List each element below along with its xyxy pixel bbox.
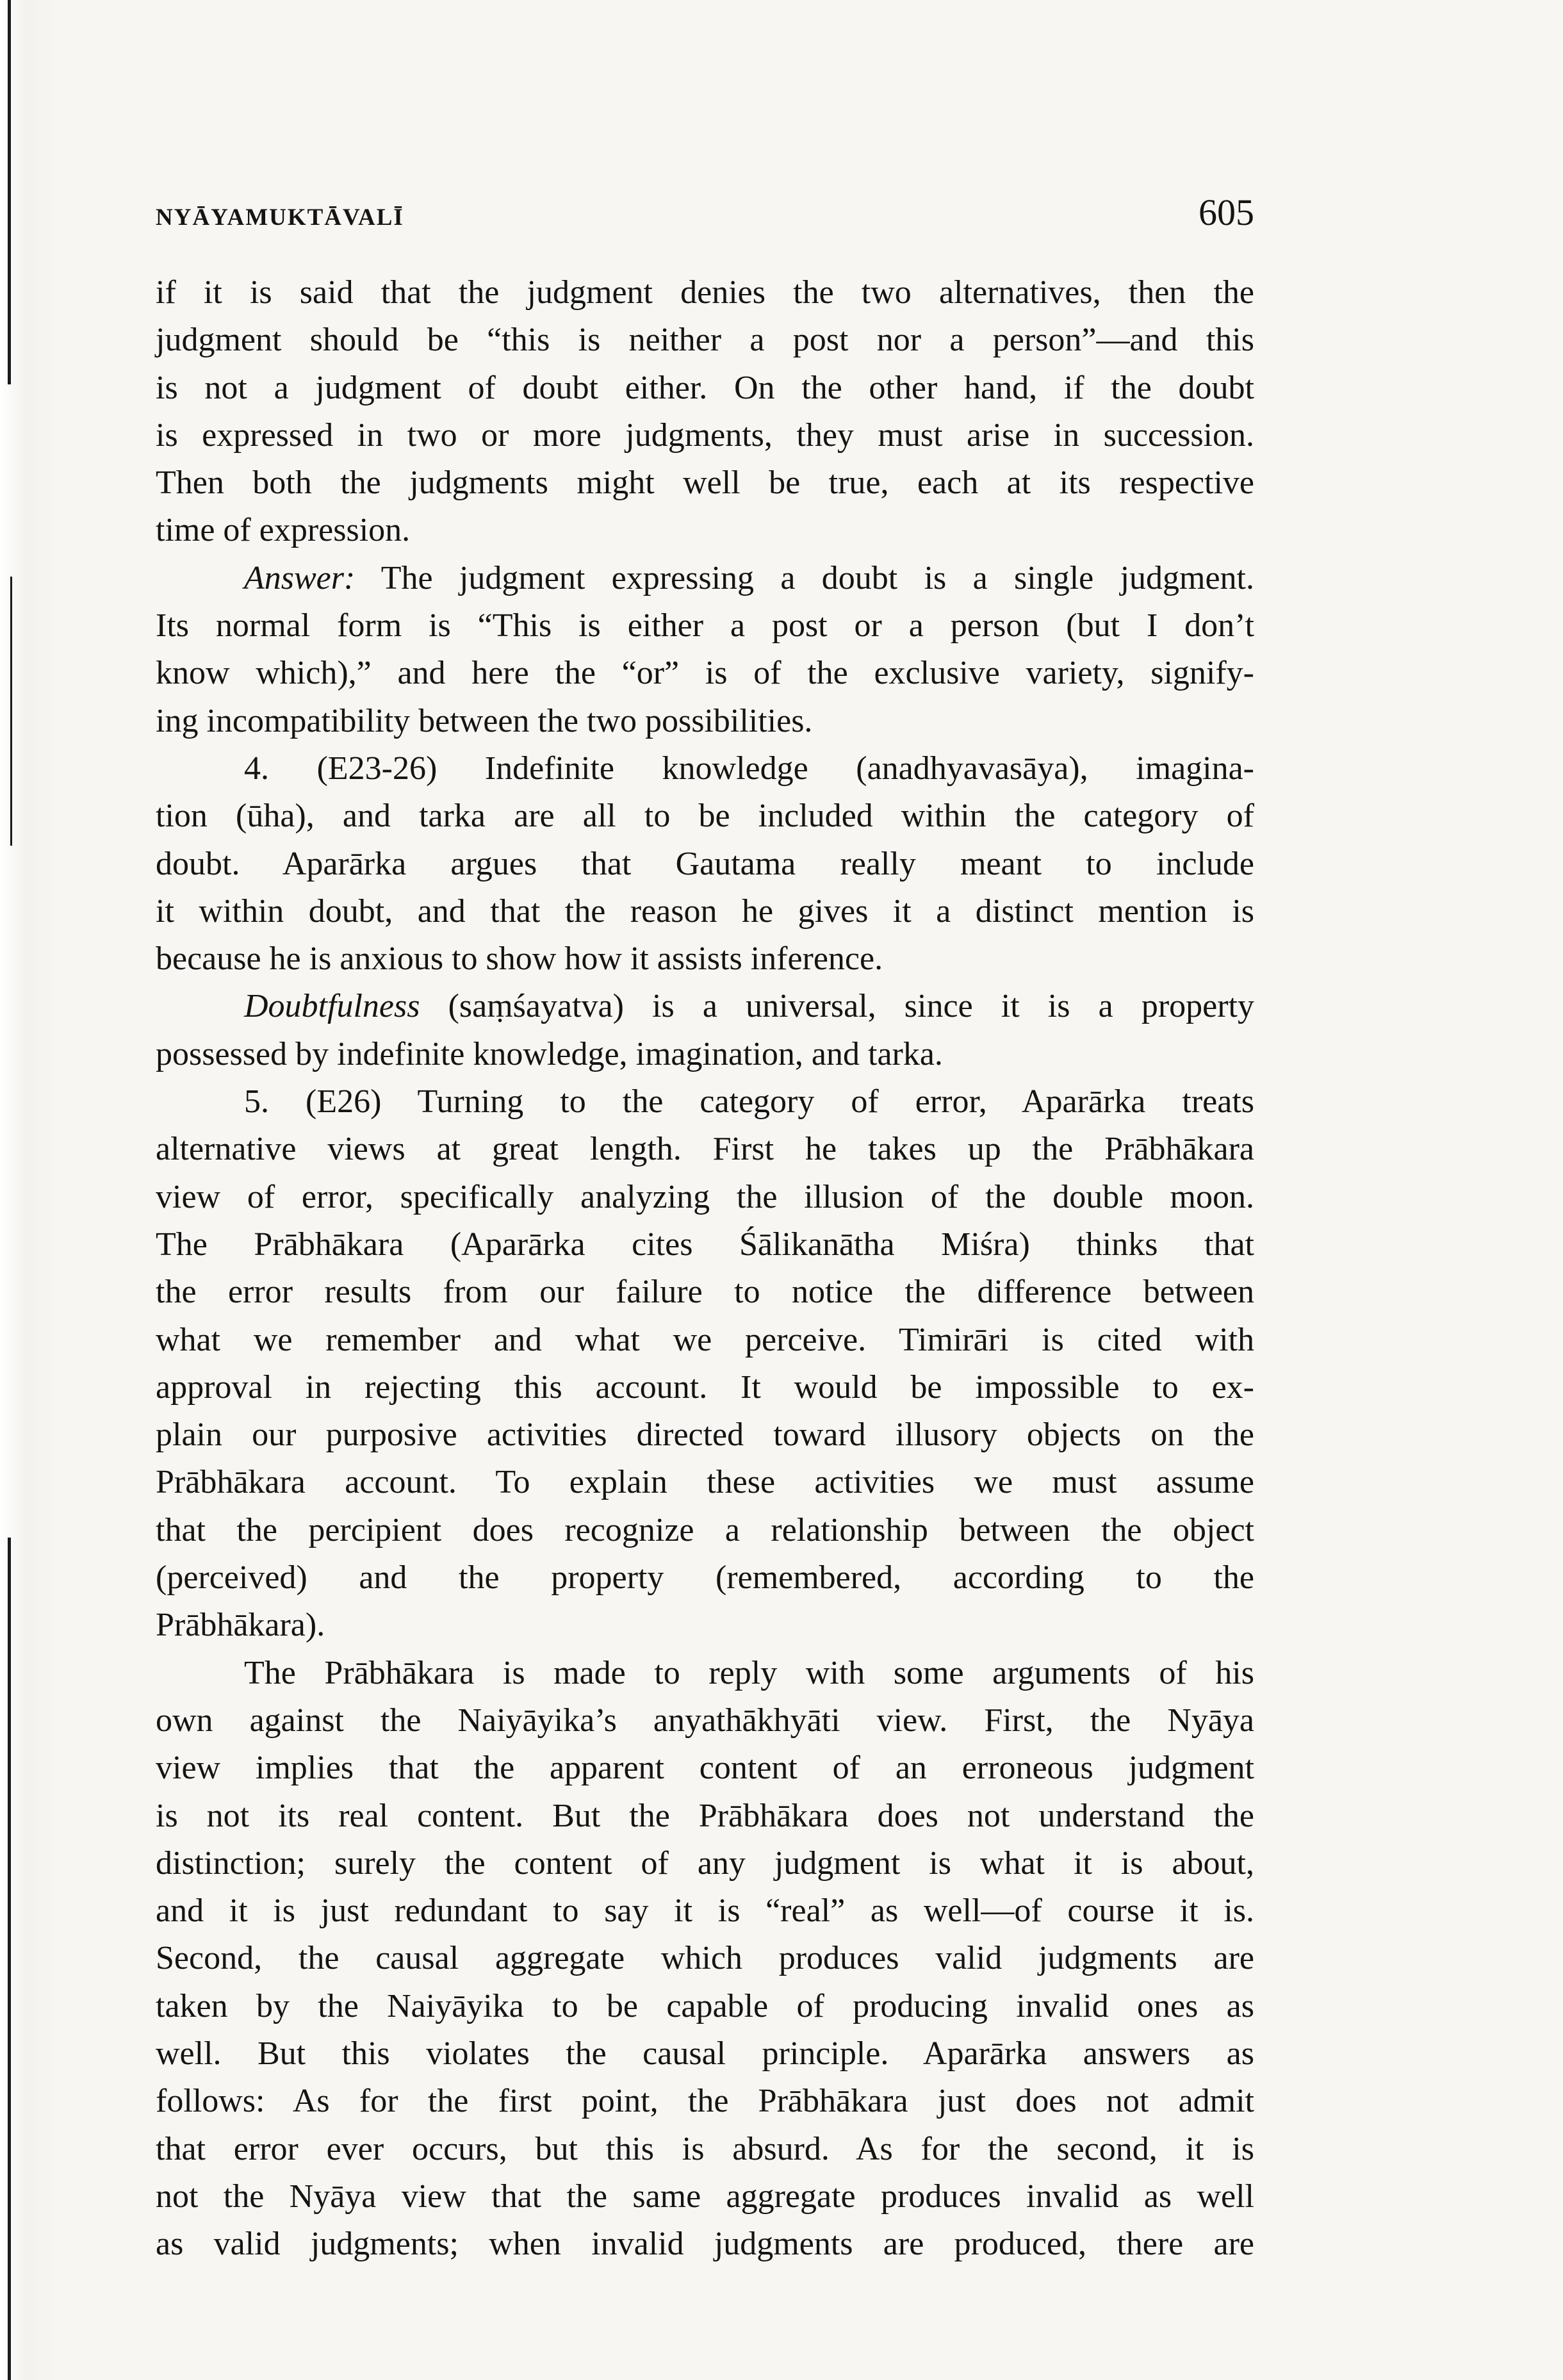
text-line: [156, 1602, 1254, 1649]
line-text: doubt. Aparārka argues that Gautama really meant to include: [156, 845, 1254, 882]
line-text: Prābhākara).: [156, 1607, 325, 1644]
text-line: [156, 1744, 1254, 1792]
line-text: that the percipient does recognize a relationship between the object: [156, 1511, 1254, 1548]
line-text: what we remember and what we perceive. Timirāri is cited with: [156, 1321, 1254, 1358]
line-text: distinction; surely the content of any judgment is what it is about,: [156, 1844, 1254, 1882]
line-text: 4. (E23-26) Indefinite knowledge (anadhyavasāya), imagina-: [244, 750, 1254, 787]
text-line: [156, 507, 1254, 554]
text-line: [156, 412, 1254, 459]
page-binding-edge: [0, 0, 58, 2380]
line-text: 5. (E26) Turning to the category of error, Aparārka treats: [244, 1083, 1254, 1120]
text-line: [156, 1221, 1254, 1268]
text-line: [156, 1507, 1254, 1554]
text-line: [156, 459, 1254, 507]
line-text: judgment should be “this is neither a post nor a person”—and this: [156, 322, 1254, 359]
text-line: [156, 1650, 1254, 1697]
line-text: and it is just redundant to say it is “real” as well—of course it is.: [156, 1892, 1254, 1930]
page-number: 605: [1199, 192, 1254, 233]
text-line: [156, 1174, 1254, 1221]
text-line: [156, 555, 1254, 602]
line-text: is not its real content. But the Prābhākara does not understand the: [156, 1797, 1254, 1834]
text-line: [156, 1364, 1254, 1411]
binding-shadow-line: [8, 0, 11, 384]
line-text: not the Nyāya view that the same aggregate produces invalid as well: [156, 2178, 1254, 2215]
text-line: [156, 1268, 1254, 1316]
text-line: [156, 2220, 1254, 2268]
text-line: [156, 792, 1254, 840]
line-text: Second, the causal aggregate which produces valid judgments are: [156, 1940, 1254, 1977]
page-header: [156, 191, 1254, 242]
italic-lead: Doubtfulness: [244, 988, 420, 1025]
text-line: [156, 745, 1254, 792]
line-text: approval in rejecting this account. It would be impossible to ex-: [156, 1368, 1254, 1406]
text-line: [156, 269, 1254, 316]
text-line: [156, 1411, 1254, 1459]
line-text: is not a judgment of doubt either. On the other hand, if the doubt: [156, 369, 1254, 406]
italic-lead: Answer:: [244, 559, 356, 596]
text-line: [156, 1126, 1254, 1173]
text-line: [156, 2126, 1254, 2173]
line-text: possessed by indefinite knowledge, imagination, and tarka.: [156, 1035, 943, 1072]
line-text: Prābhākara account. To explain these activities we must assume: [156, 1464, 1254, 1501]
line-text: view implies that the apparent content of an erroneous judgment: [156, 1750, 1254, 1787]
text-line: [156, 1697, 1254, 1744]
line-text: alternative views at great length. First he takes up the Prābhākara: [156, 1131, 1254, 1168]
line-text: if it is said that the judgment denies the two alternatives, then the: [156, 274, 1254, 311]
text-line: [156, 698, 1254, 745]
line-text: the error results from our failure to notice the difference between: [156, 1274, 1254, 1311]
line-text: own against the Naiyāyika’s anyathākhyāti view. First, the Nyāya: [156, 1702, 1254, 1739]
line-text: know which),” and here the “or” is of the exclusive variety, signify-: [156, 655, 1254, 692]
text-line: [156, 1031, 1254, 1078]
line-text: The Prābhākara is made to reply with some arguments of his: [244, 1654, 1254, 1691]
text-line: [156, 2078, 1254, 2125]
line-text: Then both the judgments might well be true, each at its respective: [156, 464, 1254, 502]
line-text: follows: As for the first point, the Prābhākara just does not admit: [156, 2083, 1254, 2120]
text-line: [156, 602, 1254, 650]
line-text: that error ever occurs, but this is absurd. As for the second, it is: [156, 2130, 1254, 2167]
text-line: [156, 1078, 1254, 1126]
line-text: The Prābhākara (Aparārka cites Śālikanātha Miśra) thinks that: [156, 1226, 1254, 1263]
text-line: [156, 1935, 1254, 1982]
text-line: [156, 365, 1254, 412]
line-text: view of error, specifically analyzing the illusion of the double moon.: [156, 1178, 1254, 1215]
line-text: as valid judgments; when invalid judgments are produced, there are: [156, 2226, 1254, 2263]
text-line: [156, 1793, 1254, 1840]
text-body: [156, 269, 1254, 2268]
line-text: plain our purposive activities directed toward illusory objects on the: [156, 1416, 1254, 1454]
text-line: [156, 935, 1254, 983]
text-line: [156, 316, 1254, 364]
line-text: is expressed in two or more judgments, they must arise in succession.: [156, 416, 1254, 454]
line-text: Its normal form is “This is either a post or a person (but I don’t: [156, 607, 1254, 644]
text-line: [156, 888, 1254, 935]
line-text: taken by the Naiyāyika to be capable of producing invalid ones as: [156, 1987, 1254, 2024]
line-text: time of expression.: [156, 512, 411, 549]
line-text: ing incompatibility between the two possibilities.: [156, 702, 813, 739]
line-text: well. But this violates the causal principle. Aparārka answers as: [156, 2035, 1254, 2072]
binding-shadow-line: [8, 1538, 11, 2380]
text-line: [156, 1840, 1254, 1887]
text-line: [156, 983, 1254, 1030]
line-text: because he is anxious to show how it assists inference.: [156, 940, 883, 978]
line-text: The judgment expressing a doubt is a single judgment.: [355, 559, 1254, 596]
text-line: [156, 1887, 1254, 1935]
text-line: [156, 1317, 1254, 1364]
line-text: it within doubt, and that the reason he gives it a distinct mention is: [156, 892, 1254, 930]
text-line: [156, 650, 1254, 697]
line-text: tion (ūha), and tarka are all to be included within the category of: [156, 798, 1254, 835]
text-line: [156, 2030, 1254, 2078]
text-line: [156, 1983, 1254, 2030]
line-text: (perceived) and the property (remembered, according to the: [156, 1559, 1254, 1596]
text-line: [156, 841, 1254, 888]
text-line: [156, 2173, 1254, 2220]
running-title: NYĀYAMUKTĀVALĪ: [156, 204, 404, 231]
text-line: [156, 1554, 1254, 1602]
text-line: [156, 1459, 1254, 1506]
line-text: (saṃśayatva) is a universal, since it is a property: [420, 988, 1254, 1025]
binding-shadow-line: [10, 577, 12, 846]
